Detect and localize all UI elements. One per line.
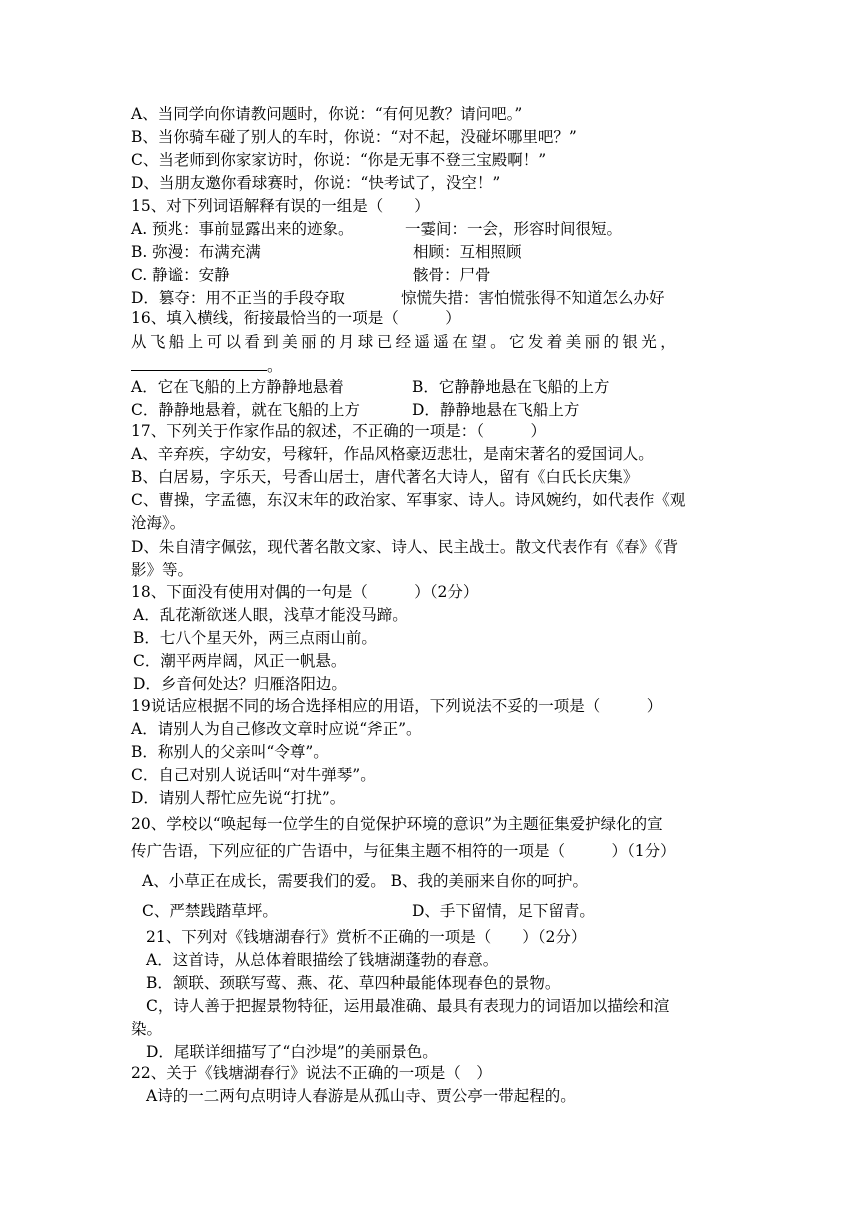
q18-option-d: D．乡音何处达？归雁洛阳边。 <box>133 675 347 693</box>
q16-option-b: B．它静静地悬在飞船的上方 <box>412 378 610 396</box>
q18-option-c: C．潮平两岸阔，风正一帆悬。 <box>133 652 347 670</box>
q17-option-c: C、曹操，字孟德，东汉末年的政治家、军事家、诗人。诗风婉约，如代表作《观 <box>131 491 686 509</box>
q16-option-d: D．静静地悬在飞船上方 <box>412 401 580 419</box>
q16-option-c: C．静静地悬着，就在飞船的上方 <box>131 401 360 419</box>
q17-option-a: A、辛弃疾，字幼安，号稼轩，作品风格豪迈悲壮，是南宋著名的爱国词人。 <box>131 445 654 463</box>
q17-option-b: B、白居易，字乐天，号香山居士，唐代著名大诗人，留有《白氏长庆集》 <box>131 468 639 486</box>
q14-option-d: D、当朋友邀你看球赛时，你说：“快考试了，没空！” <box>131 174 501 192</box>
q15-option-b-2: 相顾：互相照顾 <box>413 243 522 261</box>
q15-option-a-2: 一霎间：一会，形容时间很短。 <box>405 220 623 238</box>
q21-option-a: A．这首诗，从总体着眼描绘了钱塘湖蓬勃的春意。 <box>146 951 499 969</box>
q19-option-b: B．称别人的父亲叫“令尊”。 <box>131 743 329 761</box>
q19-option-d: D．请别人帮忙应先说“打扰”。 <box>131 789 346 807</box>
q17-option-c-cont: 沧海》。 <box>131 514 186 532</box>
q16-blank-end: 。 <box>267 357 283 375</box>
q16-blank-line <box>131 356 283 376</box>
q19-stem: 19说话应根据不同的场合选择相应的用语，下列说法不妥的一项是（ ） <box>131 697 663 715</box>
q19-option-a: A．请别人为自己修改文章时应说“斧正”。 <box>131 720 422 738</box>
q22-stem: 22、关于《钱塘湖春行》说法不正确的一项是（ ） <box>131 1064 492 1082</box>
q21-option-b: B．颔联、颈联写莺、燕、花、草四种最能体现春色的景物。 <box>146 974 561 992</box>
q15-option-c-2: 骸骨：尸骨 <box>413 266 491 284</box>
q15-stem: 15、对下列词语解释有误的一组是（ ） <box>131 197 430 215</box>
q22-option-a: A诗的一二两句点明诗人春游是从孤山寺、贾公亭一带起程的。 <box>146 1087 576 1105</box>
q17-option-d-cont: 影》等。 <box>131 561 194 579</box>
q20-option-d: D、手下留情，足下留青。 <box>412 902 595 920</box>
q18-option-b: B．七八个星天外，两三点雨山前。 <box>133 629 377 647</box>
q15-option-d: D．篡夺：用不正当的手段夺取 <box>131 289 345 307</box>
q16-stem: 16、填入横线，衔接最恰当的一项是（ ） <box>131 309 461 327</box>
q19-option-c: C．自己对别人说话叫“对牛弹琴”。 <box>131 766 376 784</box>
q17-option-d: D、朱自清字佩弦，现代著名散文家、诗人、民主战士。散文代表作有《春》《背 <box>131 538 679 556</box>
q21-stem: 21、下列对《钱塘湖春行》赏析不正确的一项是（ ）（2分） <box>146 928 587 946</box>
fill-blank[interactable] <box>131 356 267 371</box>
q20-options-ab: A、小草正在成长，需要我们的爱。 B、我的美丽来自你的呵护。 <box>142 872 589 890</box>
q18-option-a: A．乱花渐欲迷人眼，浅草才能没马蹄。 <box>133 606 408 624</box>
q15-option-b: B. 弥漫：布满充满 <box>131 243 261 261</box>
q21-option-c-cont: 染。 <box>131 1020 163 1038</box>
q21-option-d: D．尾联详细描写了“白沙堤”的美丽景色。 <box>146 1043 438 1061</box>
q18-stem: 18、下面没有使用对偶的一句是（ ）（2分） <box>131 583 479 601</box>
q15-option-d-2: 惊慌失措：害怕慌张得不知道怎么办好 <box>401 289 665 307</box>
q21-option-c: C，诗人善于把握景物特征，运用最准确、最具有表现力的词语加以描绘和渲 <box>146 997 670 1015</box>
q20-option-c: C、严禁践踏草坪。 <box>142 902 278 920</box>
q15-option-c: C. 静谧：安静 <box>131 266 230 284</box>
q14-option-c: C、当老师到你家家访时，你说：“你是无事不登三宝殿啊！” <box>131 151 547 169</box>
q17-stem: 17、下列关于作家作品的叙述，不正确的一项是：（ ） <box>131 422 546 440</box>
q15-option-a: A. 预兆：事前显露出来的迹象。 <box>131 220 354 238</box>
q14-option-b: B、当你骑车碰了别人的车时，你说：“对不起，没碰坏哪里吧？” <box>131 128 577 146</box>
q16-passage: 从飞船上可以看到美丽的月球已经遥遥在望。它发着美丽的银光， <box>131 333 680 351</box>
q14-option-a: A、当同学向你请教问题时，你说：“有何见教？请问吧。” <box>131 105 523 123</box>
q16-option-a: A．它在飞船的上方静静地悬着 <box>131 378 344 396</box>
q20-stem-cont: 传广告语，下列应征的广告语中，与征集主题不相符的一项是（ ）（1分） <box>131 842 676 860</box>
q20-stem: 20、学校以“唤起每一位学生的自觉保护环境的意识”为主题征集爱护绿化的宣 <box>131 815 663 833</box>
